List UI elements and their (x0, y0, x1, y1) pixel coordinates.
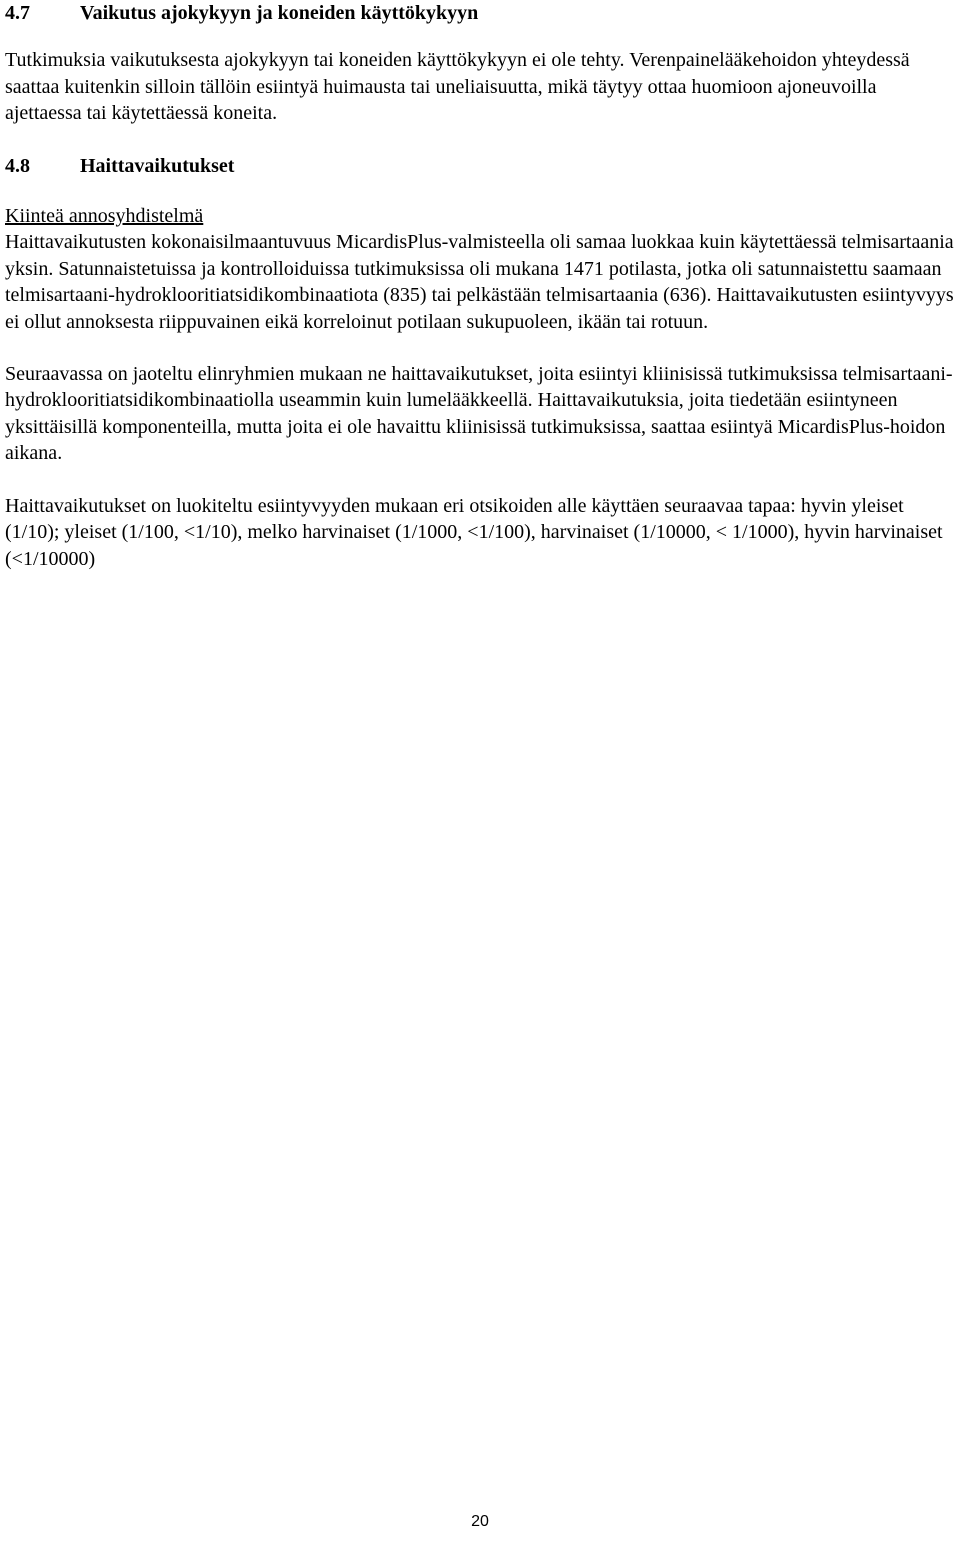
section-title: Haittavaikutukset (80, 154, 235, 177)
subheading-fixed-combination: Kiinteä annosyhdistelmä (5, 205, 204, 228)
driving-ability-paragraph: Tutkimuksia vaikutuksesta ajokykyyn tai koneiden käyttökykyyn ei ole tehty. Verenpainelääkehoidon yhteydessä saattaa kuitenkin silloin tällöin esiintyä huimausta tai uneliaisuutta, mikä täytyy ottaa huomioon ajoneuvoilla ajettaessa tai käytettäessä koneita. (5, 49, 910, 125)
section-heading-4-8 (5, 153, 955, 179)
section-heading-4-7 (5, 0, 955, 26)
adverse-effects-paragraph-3: Haittavaikutukset on luokiteltu esiintyvyyden mukaan eri otsikoiden alle käyttäen seuraavaa tapaa: hyvin yleiset (1/10); yleiset (1/100, <1/10), melko harvinaiset (1/1000, <1/100), harvinaiset (1/10000, < 1/1000), hyvin harvinaiset (<1/10000) (5, 494, 943, 570)
adverse-effects-paragraph-2: Seuraavassa on jaoteltu elinryhmien mukaan ne haittavaikutukset, joita esiintyi kliinisissä tutkimuksissa telmisartaani-hydroklooritiatsidikombinaatiolla useammin kuin lumelääkkeellä. Haittavaikutuksia, joita tiedetään esiintyneen yksittäisillä komponenteilla, mutta joita ei ole havaittu kliinisissä tutkimuksissa, saattaa esiintyä MicardisPlus-hoidon aikana. (5, 363, 953, 465)
adverse-effects-paragraph-1: Haittavaikutusten kokonaisilmaantuvuus MicardisPlus-valmisteella oli samaa luokkaa kuin käytettäessä telmisartaania yksin. Satunnaistetuissa ja kontrolloiduissa tutkimuksissa oli mukana 1471 potilasta, jotka oli satunnaistettu saamaan telmisartaani-hydroklooritiatsidikombinaatiota (835) tai pelkästään telmisartaania (636). Haittavaikutusten esiintyvyys ei ollut annoksesta riippuvainen eikä korreloinut potilaan sukupuoleen, ikään tai rotuun. (5, 231, 954, 333)
section-number: 4.8 (5, 154, 30, 177)
page-number: 20 (471, 1513, 489, 1530)
page-content (5, 0, 955, 572)
section-title: Vaikutus ajokykyyn ja koneiden käyttökykyyn (80, 2, 479, 24)
section-number: 4.7 (5, 2, 30, 24)
